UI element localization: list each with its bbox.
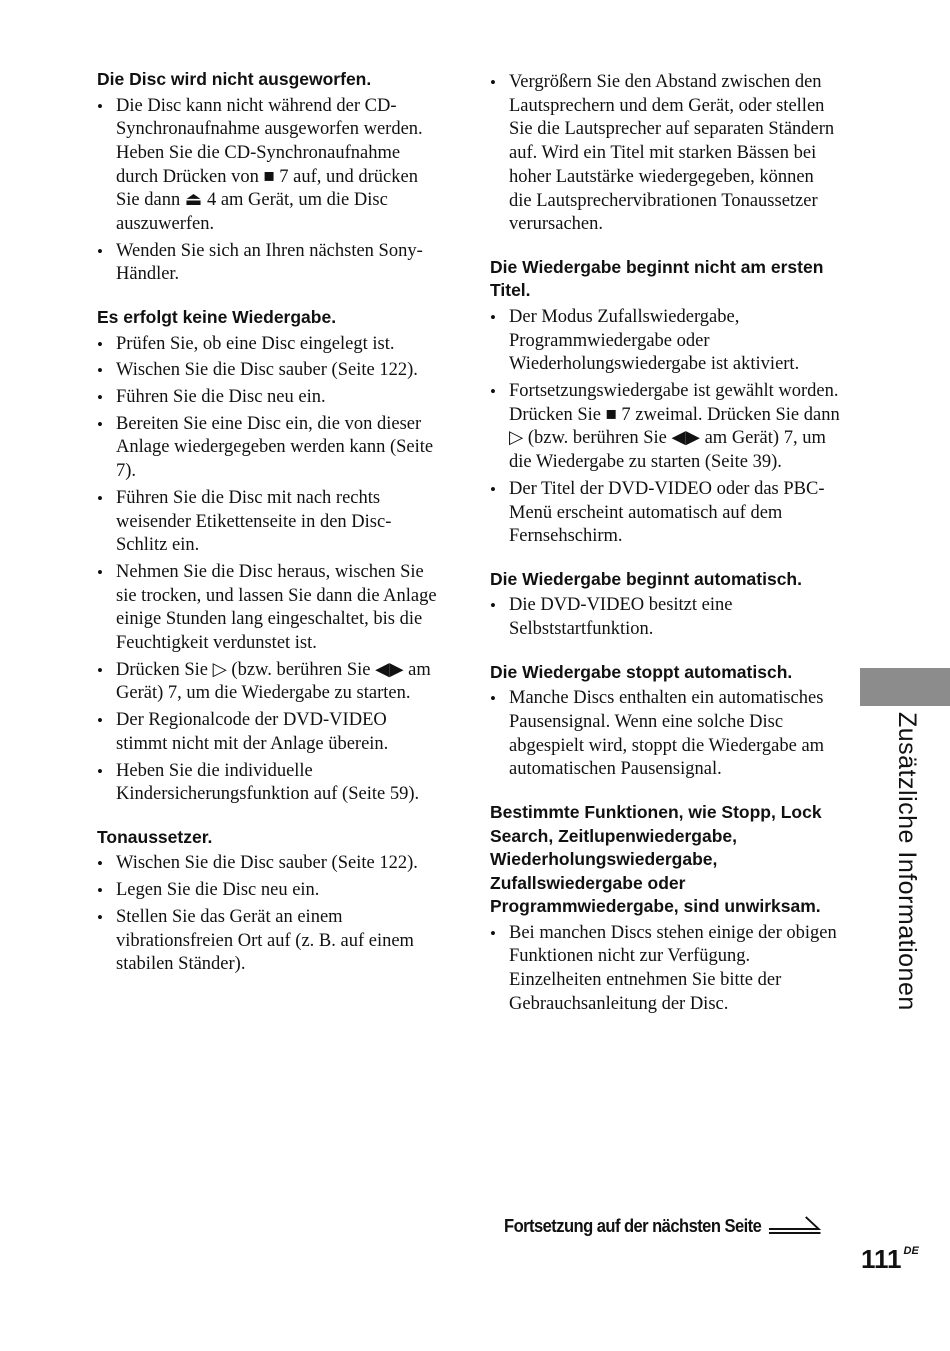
section-heading: Die Wiedergabe beginnt automatisch. xyxy=(490,568,802,589)
bullet-list xyxy=(490,306,840,549)
list-item-text: Führen Sie die Disc neu ein. xyxy=(116,387,326,408)
sidebar-section-label: Zusätzliche Informationen xyxy=(893,712,921,1011)
list-item xyxy=(97,709,437,756)
list-item-text: Vergrößern Sie den Abstand zwischen den Lautsprechern und dem Gerät, oder stellen Sie die Lautsprecher auf separaten Ständern auf. Wird ein Titel mit starken Bässen bei hoher Lautstärke wiedergegeben, können die Lautsprechervibrationen Tonaussetzer verursachen. xyxy=(509,72,835,235)
list-item xyxy=(97,413,437,484)
list-item xyxy=(97,359,437,383)
list-item-text: Wischen Sie die Disc sauber (Seite 122). xyxy=(116,360,418,381)
list-item xyxy=(490,71,840,237)
list-item xyxy=(490,594,840,641)
list-item-text: Der Modus Zufallswiedergabe, Programmwiedergabe oder Wiederholungswiedergabe ist aktiviert. xyxy=(509,306,800,375)
section-heading: Die Wiedergabe stoppt automatisch. xyxy=(490,661,793,682)
list-item-text: Drücken Sie ▷ (bzw. berühren Sie ◀▶ am Gerät) 7, um die Wiedergabe zu starten. xyxy=(116,659,431,704)
list-item xyxy=(490,687,840,782)
trouble-section xyxy=(97,306,437,807)
sidebar-tab xyxy=(860,668,950,706)
bullet-icon: • xyxy=(97,361,103,381)
list-item-text: Der Titel der DVD-VIDEO oder das PBC-Menü erscheint automatisch auf dem Fernsehschirm. xyxy=(509,478,825,547)
list-item xyxy=(490,380,840,475)
left-column xyxy=(97,68,437,996)
list-item-text: Fortsetzungswiedergabe ist gewählt worden. Drücken Sie ■ 7 zweimal. Drücken Sie dann ▷ (bzw. berühren Sie ◀▶ am Gerät) 7, um die Wiedergabe zu starten (Seite 39). xyxy=(509,381,840,473)
bullet-icon: • xyxy=(97,241,103,261)
section-heading: Es erfolgt keine Wiedergabe. xyxy=(97,307,337,328)
bullet-icon: • xyxy=(97,761,103,781)
list-item xyxy=(97,240,437,287)
bullet-list xyxy=(490,71,840,237)
list-item-text: Wenden Sie sich an Ihren nächsten Sony-Händler. xyxy=(116,240,423,285)
list-item-text: Prüfen Sie, ob eine Disc eingelegt ist. xyxy=(116,333,395,354)
list-item xyxy=(97,95,437,237)
section-heading: Die Wiedergabe beginnt nicht am ersten Titel. xyxy=(490,256,824,301)
trouble-section xyxy=(97,826,437,977)
bullet-icon: • xyxy=(97,907,103,927)
trouble-section xyxy=(490,801,840,1016)
list-item-text: Heben Sie die individuelle Kindersicherungsfunktion auf (Seite 59). xyxy=(116,760,420,805)
list-item xyxy=(97,760,437,807)
continuation-text: Fortsetzung auf der nächsten Seite xyxy=(504,1216,762,1236)
section-heading: Bestimmte Funktionen, wie Stopp, Lock Search, Zeitlupenwiedergabe, Wiederholungswiedergabe, Zufallswiedergabe oder Programmwiedergabe, sind unwirksam. xyxy=(490,802,822,917)
bullet-icon: • xyxy=(97,388,103,408)
list-item xyxy=(97,906,437,977)
bullet-list xyxy=(97,95,437,288)
trouble-section xyxy=(97,68,437,287)
list-item-text: Bereiten Sie eine Disc ein, die von dieser Anlage wiedergegeben werden kann (Seite 7). xyxy=(116,413,434,482)
list-item-text: Die DVD-VIDEO besitzt eine Selbststartfunktion. xyxy=(509,595,733,640)
bullet-icon: • xyxy=(490,479,496,499)
bullet-icon: • xyxy=(97,334,103,354)
list-item-text: Der Regionalcode der DVD-VIDEO stimmt nicht mit der Anlage überein. xyxy=(116,710,389,754)
bullet-icon: • xyxy=(97,414,103,434)
list-item-text: Die Disc kann nicht während der CD-Synchronaufnahme ausgeworfen werden. Heben Sie die CD-Synchronaufnahme durch Drücken von ■ 7 auf, und drücken Sie dann ⏏ 4 am Gerät, um die Disc auszuwerfen. xyxy=(116,95,423,235)
list-item xyxy=(97,333,437,357)
bullet-icon: • xyxy=(490,596,496,616)
trouble-section xyxy=(490,661,840,782)
bullet-icon: • xyxy=(97,660,103,680)
bullet-icon: • xyxy=(97,488,103,508)
bullet-icon: • xyxy=(490,382,496,402)
list-item-text: Bei manchen Discs stehen einige der obigen Funktionen nicht zur Verfügung. Einzelheiten entnehmen Sie bitte der Gebrauchsanleitung der Disc. xyxy=(509,922,837,1014)
bullet-icon: • xyxy=(97,881,103,901)
list-item-text: Legen Sie die Disc neu ein. xyxy=(116,880,320,901)
list-item-text: Wischen Sie die Disc sauber (Seite 122). xyxy=(116,853,418,874)
trouble-section xyxy=(490,71,840,237)
right-column xyxy=(490,68,840,1035)
list-item-text: Manche Discs enthalten ein automatisches Pausensignal. Wenn eine solche Disc abgespielt wird, stoppt die Wiedergabe am automatischen Pausensignal. xyxy=(509,688,825,780)
list-item-text: Stellen Sie das Gerät an einem vibrationsfreien Ort auf (z. B. auf einem stabilen Ständer). xyxy=(116,906,414,975)
bullet-icon: • xyxy=(97,854,103,874)
bullet-icon: • xyxy=(97,96,103,116)
list-item xyxy=(97,561,437,656)
bullet-list xyxy=(97,333,437,807)
continue-arrow-icon xyxy=(767,1213,822,1240)
list-item xyxy=(97,487,437,558)
page-number xyxy=(861,1244,919,1275)
list-item xyxy=(97,852,437,876)
bullet-icon: • xyxy=(490,689,496,709)
list-item-text: Führen Sie die Disc mit nach rechts weisender Etikettenseite in den Disc-Schlitz ein. xyxy=(116,487,392,556)
continuation-note xyxy=(504,1213,822,1240)
trouble-section xyxy=(490,568,840,642)
page-number-value: 111 xyxy=(861,1244,902,1274)
bullet-list xyxy=(490,922,840,1017)
bullet-icon: • xyxy=(490,923,496,943)
bullet-list xyxy=(490,594,840,641)
list-item xyxy=(97,879,437,903)
bullet-list xyxy=(97,852,437,977)
section-heading: Tonaussetzer. xyxy=(97,826,213,847)
bullet-icon: • xyxy=(490,73,496,92)
bullet-icon: • xyxy=(97,711,103,731)
bullet-icon: • xyxy=(490,307,496,327)
list-item xyxy=(490,306,840,377)
bullet-list xyxy=(490,687,840,782)
page-language-suffix: DE xyxy=(903,1245,919,1257)
trouble-section xyxy=(490,256,840,549)
list-item-text: Nehmen Sie die Disc heraus, wischen Sie sie trocken, und lassen Sie dann die Anlage einige Stunden lang eingeschaltet, bis die Feuchtigkeit verdunstet ist. xyxy=(116,561,437,654)
list-item xyxy=(490,922,840,1017)
list-item xyxy=(490,478,840,549)
section-heading: Die Disc wird nicht ausgeworfen. xyxy=(97,69,372,89)
list-item xyxy=(97,659,437,706)
list-item xyxy=(97,386,437,410)
bullet-icon: • xyxy=(97,562,103,582)
